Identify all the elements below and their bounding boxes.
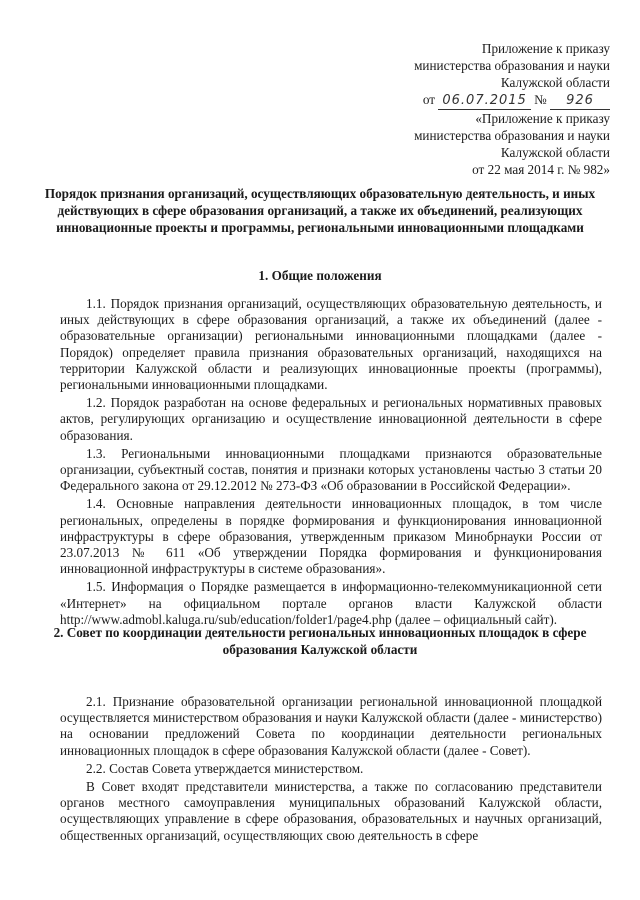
paragraph: В Совет входят представители министерства, а также по согласованию представители органов местного самоуправления муниципальных образований Калужской области, осуществляющих управление в сфере образования, образовательных и научных организаций, общественных организаций, осуществляющих свою деятельность в сфере	[60, 779, 602, 843]
section-heading: 2. Совет по координации деятельности региональных инновационных площадок в сфере образования Калужской области	[53, 625, 587, 657]
paragraph: 1.2. Порядок разработан на основе федеральных и региональных нормативных правовых актов, регулирующих организацию и осуществление инновационной деятельности в сфере образования.	[60, 395, 602, 443]
document-title: Порядок признания организаций, осуществляющих образовательную деятельность, и иных действующих в сфере образования организаций, а также их объединений, реализующих инновационные проекты и программы, региональными инновационными площадками	[44, 186, 596, 235]
paragraph: 2.2. Состав Совета утверждается министерством.	[86, 760, 364, 776]
header-line: Калужской области	[500, 145, 610, 160]
order-date-number-line	[414, 91, 610, 110]
header-line: «Приложение к приказу	[475, 111, 610, 126]
handwritten-date: 06.07.2015	[438, 91, 530, 110]
paragraph: 1.4. Основные направления деятельности инновационных площадок, в том числе региональных, определены в порядке формирования и функционирования инновационной инфраструктуры в сфере образования, утвержденным приказом Минобрнауки России от 23.07.2013 № 611 «Об утверждении Порядка формирования и функционирования инновационной инфраструктуры в системе образования».	[60, 496, 602, 577]
section-1-body	[60, 296, 602, 628]
paragraph: 1.3. Региональными инновационными площадками признаются образовательные организации, субъектный состав, понятия и признаки которых установлены частью 3 статьи 20 Федерального закона от 29.12.2012 № 273-ФЗ «Об образовании в Российской Федерации».	[60, 445, 602, 494]
paragraph: 1.5. Информация о Порядке размещается в информационно-телекоммуникационной сети «Интернет» на официальном портале органов власти Калужской области http://www.admobl.kaluga.ru/sub/education/folder1/page4.php (далее – официальный сайт).	[60, 579, 602, 627]
header-line: министерства образования и науки	[414, 58, 610, 73]
header-line: Приложение к приказу	[481, 41, 610, 56]
section-2-body	[60, 694, 602, 844]
paragraph: 1.1. Порядок признания организаций, осуществляющих образовательную деятельность, и иных действующих в сфере образования организаций, а также их объединений (далее - образовательные организации) региональными инновационными площадками (далее - Порядок) определяет правила признания образовательных организаций, находящихся на территории Калужской области и реализующих инновационные проекты (программы), региональными инновационными площадками.	[60, 296, 602, 393]
number-label: №	[534, 92, 547, 107]
header-line: министерства образования и науки	[414, 128, 610, 143]
section-heading: 1. Общие положения	[258, 268, 382, 283]
header-line: Калужской области	[500, 75, 610, 90]
from-label: от	[422, 92, 436, 107]
handwritten-number: 926	[550, 91, 610, 110]
paragraph: 2.1. Признание образовательной организации региональной инновационной площадкой осуществляется министерством образования и науки Калужской области (далее - министерство) на основании предложений Совета по координации деятельности региональных инновационных площадок в сфере образования Калужской области (далее - Совет).	[60, 694, 603, 758]
order-appendix-header	[414, 40, 610, 178]
header-line: от 22 мая 2014 г. № 982»	[472, 162, 610, 177]
